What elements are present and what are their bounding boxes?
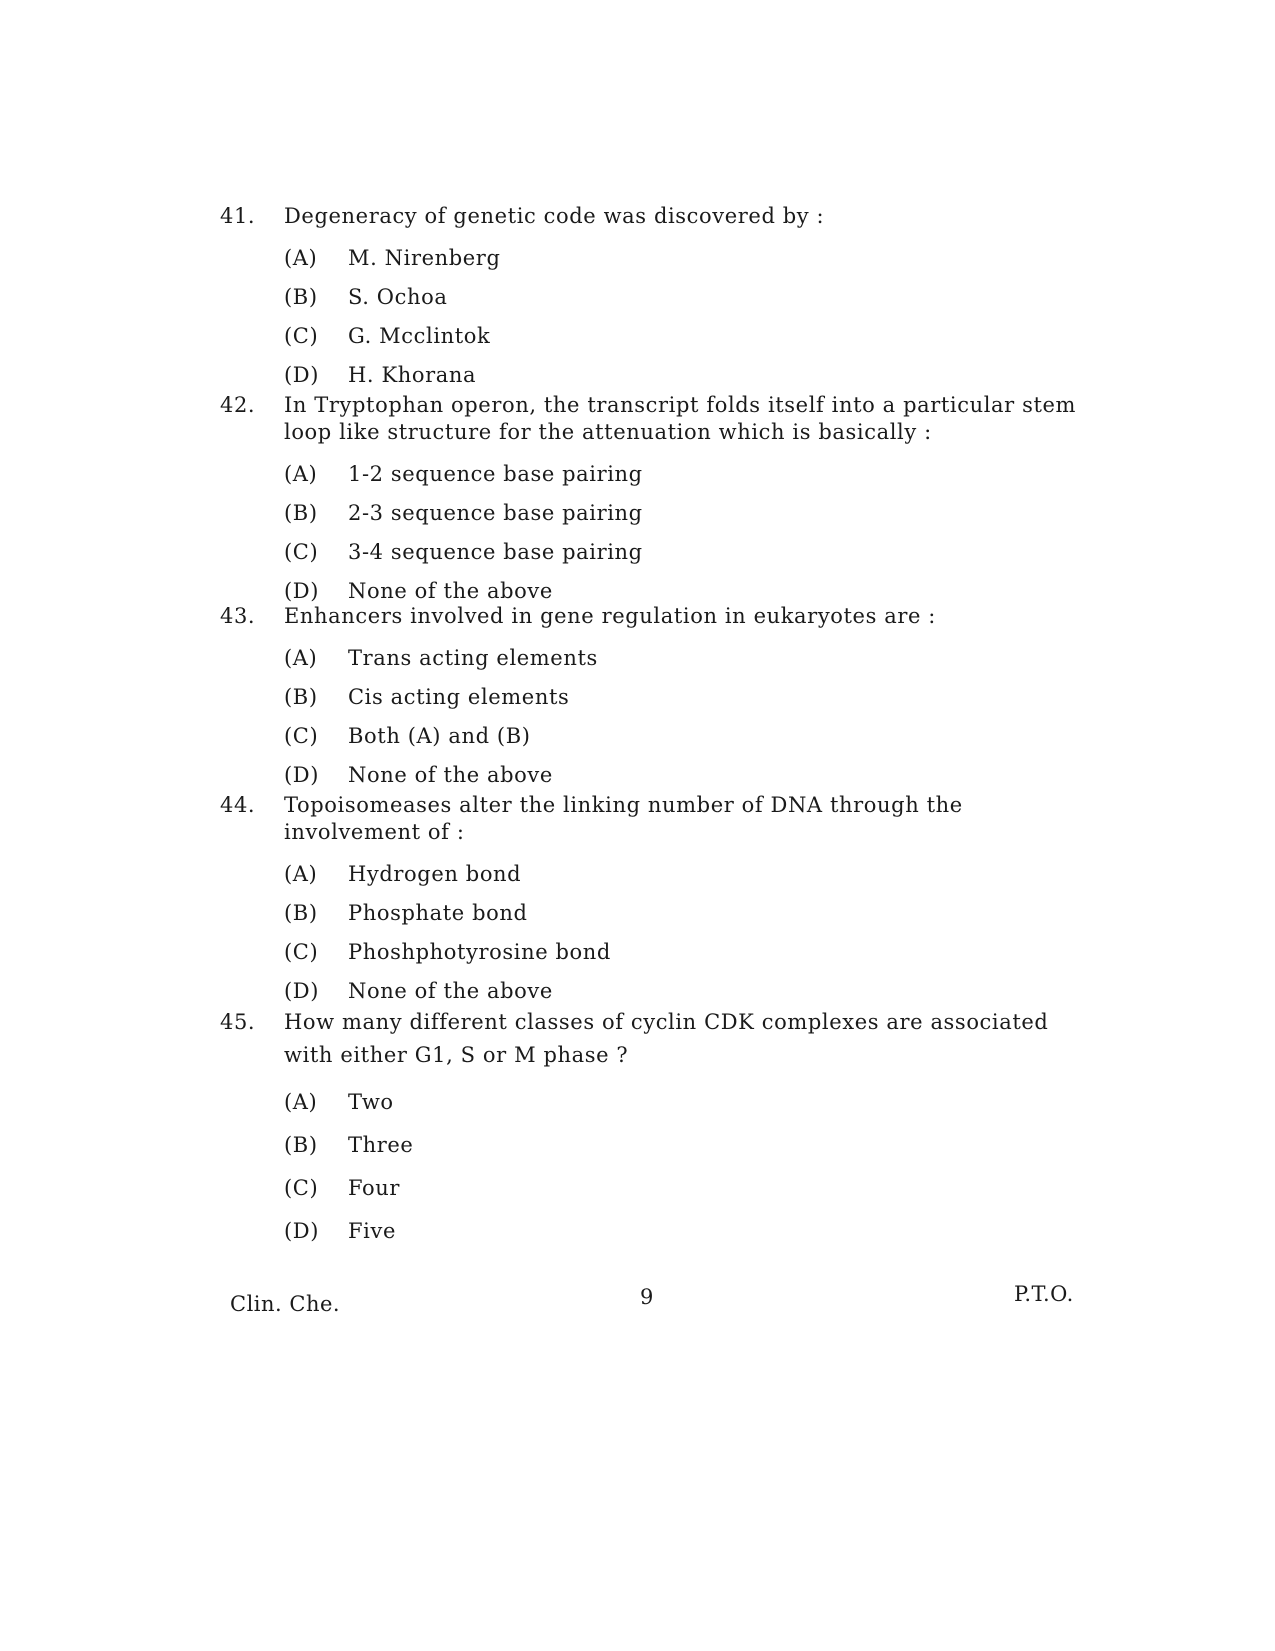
option-b: [284, 277, 1090, 316]
question-text: How many different classes of cyclin CDK complexes are associated with either G1, S or M phase ?: [284, 1010, 1049, 1067]
option-text: Phoshphotyrosine bond: [348, 939, 611, 964]
question-44: [220, 792, 1090, 1010]
option-label: (D): [284, 762, 320, 787]
option-c: [284, 1166, 1090, 1209]
option-b: [284, 893, 1090, 932]
option-text: None of the above: [348, 978, 553, 1003]
option-list: [284, 454, 1090, 610]
question-number: 45.: [220, 1010, 256, 1034]
option-text: H. Khorana: [348, 362, 477, 387]
option-a: [284, 1080, 1090, 1123]
option-b: [284, 1123, 1090, 1166]
option-label: (C): [284, 1175, 319, 1200]
option-label: (B): [284, 500, 318, 525]
option-b: [284, 677, 1090, 716]
option-label: (C): [284, 723, 319, 748]
option-text: Hydrogen bond: [348, 861, 522, 886]
question-number: 44.: [220, 793, 256, 817]
option-text: Both (A) and (B): [348, 723, 531, 748]
option-text: Two: [348, 1089, 394, 1114]
option-a: [284, 638, 1090, 677]
option-label: (A): [284, 461, 318, 486]
option-label: (B): [284, 1132, 318, 1157]
option-label: (B): [284, 684, 318, 709]
question-number: 41.: [220, 204, 256, 228]
option-label: (A): [284, 861, 318, 886]
question-text: Enhancers involved in gene regulation in eukaryotes are :: [284, 604, 936, 628]
footer-subject-code: Clin. Che.: [230, 1292, 341, 1316]
question-stem: [220, 1006, 1090, 1072]
option-d: [284, 971, 1090, 1010]
option-d: [284, 355, 1090, 394]
option-list: [284, 854, 1090, 1010]
option-d: [284, 1209, 1090, 1252]
option-text: M. Nirenberg: [348, 245, 501, 270]
option-c: [284, 932, 1090, 971]
option-label: (C): [284, 539, 319, 564]
option-label: (D): [284, 362, 320, 387]
option-label: (C): [284, 939, 319, 964]
option-c: [284, 716, 1090, 755]
option-label: (A): [284, 1089, 318, 1114]
question-stem: [220, 792, 1090, 846]
option-text: Four: [348, 1175, 401, 1200]
question-stem: [220, 392, 1090, 446]
question-42: [220, 392, 1090, 610]
option-text: None of the above: [348, 762, 553, 787]
option-label: (D): [284, 1218, 320, 1243]
option-text: Three: [348, 1132, 414, 1157]
option-label: (A): [284, 645, 318, 670]
question-45: [220, 1006, 1090, 1252]
option-label: (D): [284, 978, 320, 1003]
option-c: [284, 532, 1090, 571]
option-text: S. Ochoa: [348, 284, 448, 309]
option-list: [284, 638, 1090, 794]
page-number: 9: [640, 1285, 654, 1309]
question-text: In Tryptophan operon, the transcript folds itself into a particular stem loop like structure for the attenuation which is basically :: [284, 393, 1077, 444]
option-text: Five: [348, 1218, 396, 1243]
option-list: [284, 1080, 1090, 1252]
question-41: [220, 203, 1090, 394]
option-label: (B): [284, 900, 318, 925]
option-text: Trans acting elements: [348, 645, 598, 670]
question-text: Degeneracy of genetic code was discovered by :: [284, 204, 825, 228]
question-stem: [220, 603, 1090, 630]
option-text: 2-3 sequence base pairing: [348, 500, 643, 525]
option-label: (A): [284, 245, 318, 270]
option-label: (D): [284, 578, 320, 603]
option-label: (C): [284, 323, 319, 348]
option-c: [284, 316, 1090, 355]
question-text: Topoisomeases alter the linking number of DNA through the involvement of :: [284, 793, 963, 844]
option-label: (B): [284, 284, 318, 309]
option-text: 3-4 sequence base pairing: [348, 539, 643, 564]
footer-pto: P.T.O.: [1014, 1282, 1074, 1306]
option-b: [284, 493, 1090, 532]
option-text: Cis acting elements: [348, 684, 570, 709]
option-a: [284, 238, 1090, 277]
question-stem: [220, 203, 1090, 230]
option-a: [284, 854, 1090, 893]
option-text: None of the above: [348, 578, 553, 603]
option-text: G. Mcclintok: [348, 323, 491, 348]
question-43: [220, 603, 1090, 794]
question-number: 43.: [220, 604, 256, 628]
question-number: 42.: [220, 393, 256, 417]
option-d: [284, 755, 1090, 794]
option-text: Phosphate bond: [348, 900, 528, 925]
option-a: [284, 454, 1090, 493]
option-list: [284, 238, 1090, 394]
option-text: 1-2 sequence base pairing: [348, 461, 643, 486]
